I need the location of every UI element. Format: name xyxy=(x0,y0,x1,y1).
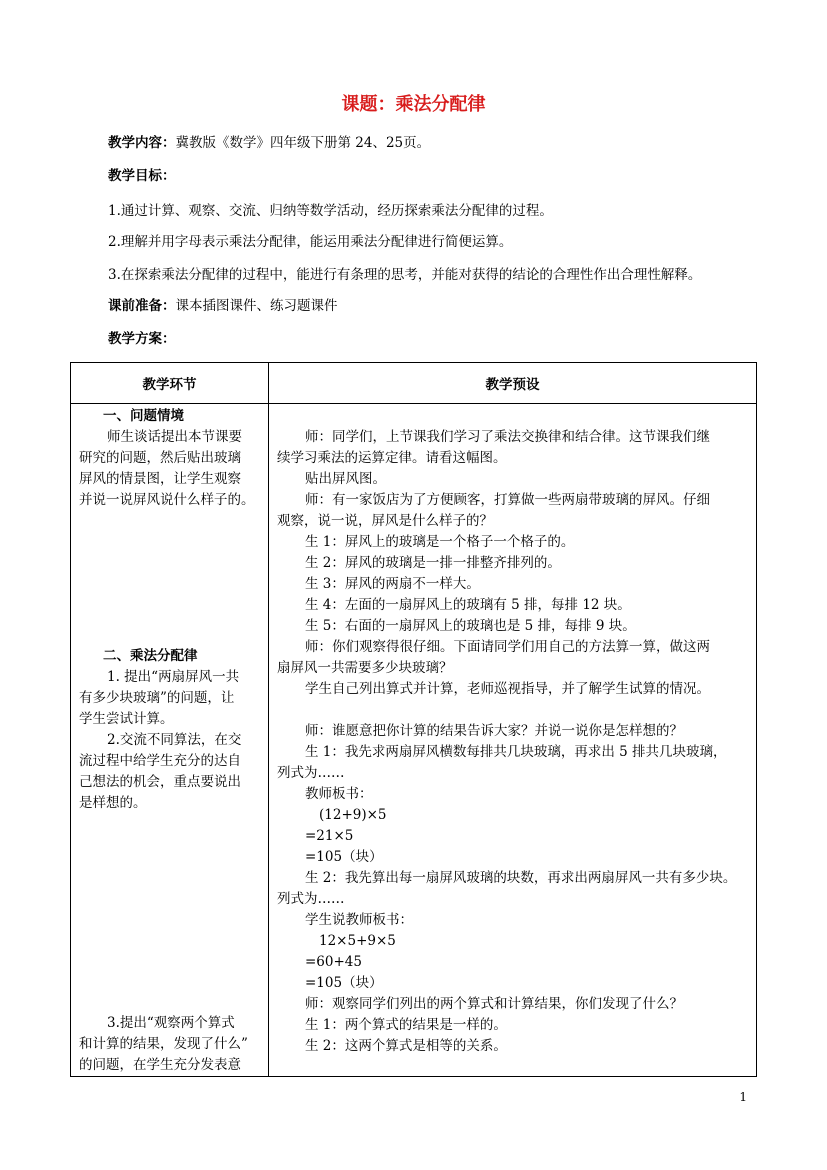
plan-line: 生 4：左面的一扇屏风上的玻璃有 5 排，每排 12 块。 xyxy=(305,597,631,613)
formula-line: 12×5+9×5 xyxy=(319,933,396,949)
page-title: 课题：乘法分配律 xyxy=(341,94,486,115)
plan-line: 师：同学们，上节课我们学习了乘法交换律和结合律。这节课我们继 xyxy=(305,429,710,445)
prep-label: 课前准备： xyxy=(108,298,176,314)
plan-line: 教师板书： xyxy=(305,786,373,802)
section-heading: 一、问题情境 xyxy=(103,408,184,424)
plan-line: 学生说教师板书： xyxy=(305,912,413,928)
plan-label: 教学方案： xyxy=(108,331,176,347)
formula-line: =105（块） xyxy=(305,975,383,991)
stage-line: 3.提出“观察两个算式 xyxy=(107,1015,235,1031)
teaching-plan-table xyxy=(70,362,757,1077)
formula-line: (12+9)×5 xyxy=(319,807,387,823)
stage-line: 屏风的情景图，让学生观察 xyxy=(79,471,241,487)
plan-line: 生 3：屏风的两扇不一样大。 xyxy=(305,576,480,592)
formula-line: =60+45 xyxy=(305,954,362,970)
plan-line: 学生自己列出算式并计算，老师巡视指导，并了解学生试算的情况。 xyxy=(305,681,710,697)
plan-line: 师：有一家饭店为了方便顾客，打算做一些两扇带玻璃的屏风。仔细 xyxy=(305,492,710,508)
stage-line: 师生谈话提出本节课要 xyxy=(107,429,242,445)
plan-cell xyxy=(269,404,757,1077)
stage-line: 研究的问题，然后贴出玻璃 xyxy=(79,450,241,466)
formula-line: =105（块） xyxy=(305,849,383,865)
goals-label: 教学目标： xyxy=(108,168,176,184)
plan-line: 生 2：这两个算式是相等的关系。 xyxy=(305,1038,507,1054)
plan-line: 师：谁愿意把你计算的结果告诉大家？并说一说你是怎样想的？ xyxy=(305,723,683,739)
plan-line: 列式为…… xyxy=(277,765,345,781)
stage-line: 学生尝试计算。 xyxy=(79,711,174,727)
plan-line: 贴出屏风图。 xyxy=(305,471,386,487)
prep-text: 课本插图课件、练习题课件 xyxy=(175,298,338,314)
goal-3: 3.在探索乘法分配律的过程中，能进行有条理的思考，并能对获得的结论的合理性作出合理性解释。 xyxy=(108,267,702,283)
stage-line: 有多少块玻璃”的问题，让 xyxy=(79,690,235,706)
page-number: 1 xyxy=(739,1090,747,1104)
plan-line: 生 2：屏风的玻璃是一排一排整齐排列的。 xyxy=(305,555,561,571)
stage-cell xyxy=(71,404,269,1077)
stage-line: 和计算的结果，发现了什么” xyxy=(79,1036,248,1052)
section-heading: 二、乘法分配律 xyxy=(103,648,198,664)
goal-1: 1.通过计算、观察、交流、归纳等数学活动，经历探索乘法分配律的过程。 xyxy=(108,203,553,219)
plan-line: 生 5：右面的一扇屏风上的玻璃也是 5 排，每排 9 块。 xyxy=(305,618,636,634)
formula-line: =21×5 xyxy=(305,828,354,844)
header-plan: 教学预设 xyxy=(269,363,757,404)
stage-line: 己想法的机会，重点要说出 xyxy=(79,774,241,790)
goal-2: 2.理解并用字母表示乘法分配律，能运用乘法分配律进行简便运算。 xyxy=(108,234,513,250)
plan-line: 扇屏风一共需要多少块玻璃？ xyxy=(277,660,453,676)
content-label: 教学内容： xyxy=(108,135,176,151)
plan-line: 续学习乘法的运算定律。请看这幅图。 xyxy=(277,450,507,466)
content-text: 冀教版《数学》四年级下册第 24、25页。 xyxy=(175,135,431,151)
plan-line: 生 1：屏风上的玻璃是一个格子一个格子的。 xyxy=(305,534,575,550)
plan-line: 观察，说一说，屏风是什么样子的？ xyxy=(277,513,493,529)
stage-line: 1. 提出“两扇屏风一共 xyxy=(107,669,240,685)
plan-line: 列式为…… xyxy=(277,891,345,907)
stage-line: 2.交流不同算法，在交 xyxy=(107,732,242,748)
stage-line: 并说一说屏风说什么样子的。 xyxy=(79,492,255,508)
table-header-row xyxy=(71,363,757,404)
stage-line: 的问题，在学生充分发表意 xyxy=(79,1057,241,1073)
content-line xyxy=(108,134,430,152)
plan-line: 师：观察同学们列出的两个算式和计算结果，你们发现了什么？ xyxy=(305,996,683,1012)
table-row xyxy=(71,404,757,1077)
prep-line xyxy=(108,297,338,315)
stage-line: 是样想的。 xyxy=(79,795,147,811)
header-stage: 教学环节 xyxy=(71,363,269,404)
plan-line: 师：你们观察得很仔细。下面请同学们用自己的方法算一算，做这两 xyxy=(305,639,710,655)
plan-line: 生 1：我先求两扇屏风横数每排共几块玻璃，再求出 5 排共几块玻璃， xyxy=(305,744,727,760)
plan-line: 生 2：我先算出每一扇屏风玻璃的块数，再求出两扇屏风一共有多少块。 xyxy=(305,870,737,886)
plan-line: 生 1：两个算式的结果是一样的。 xyxy=(305,1017,507,1033)
stage-line: 流过程中给学生充分的达自 xyxy=(79,753,241,769)
